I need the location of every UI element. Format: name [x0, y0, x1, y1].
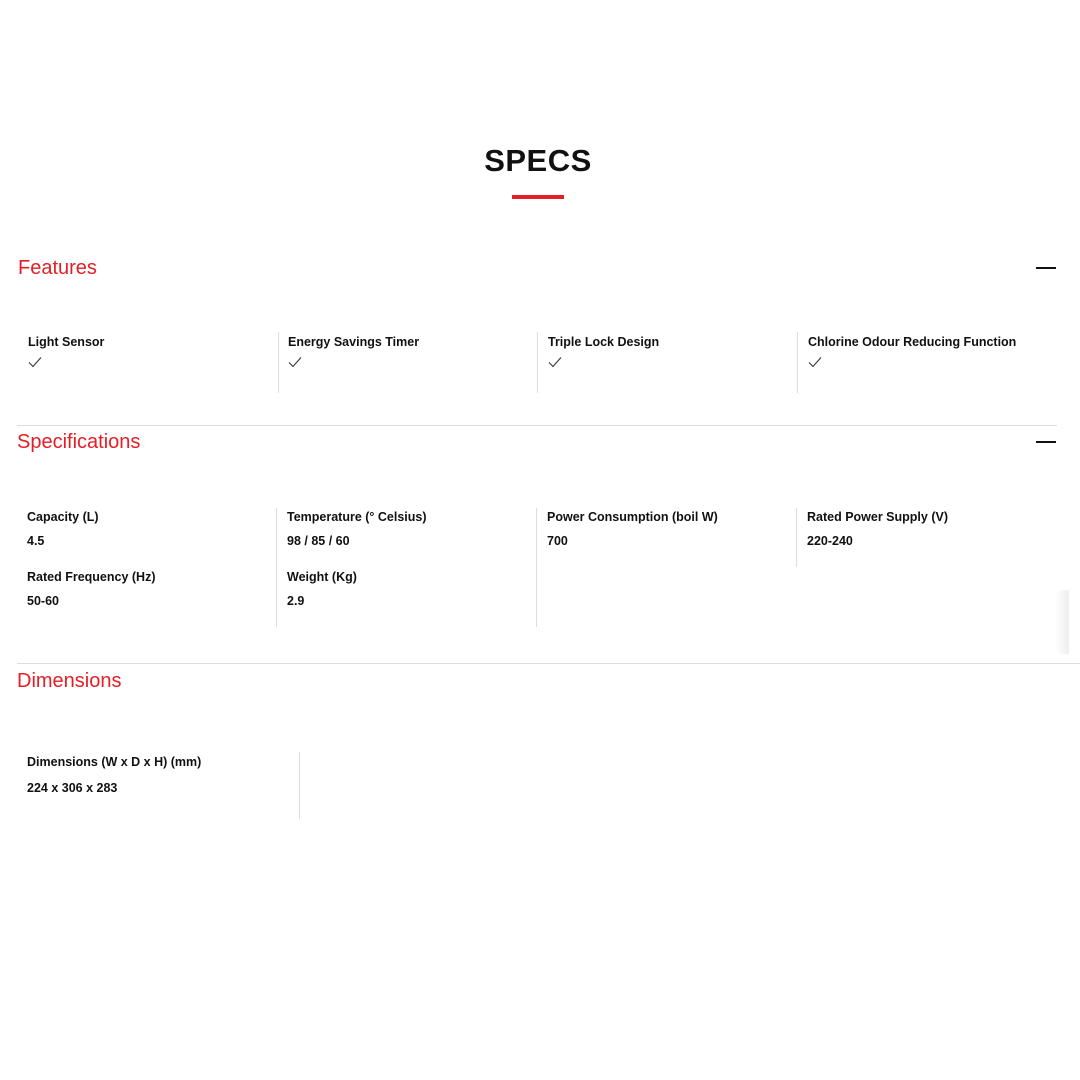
features-collapse-button[interactable]: [1035, 260, 1057, 276]
cell-divider: [299, 752, 300, 819]
spec-value: 220-240: [807, 534, 853, 548]
feature-item: [808, 334, 1058, 368]
feature-item: [28, 334, 260, 368]
spec-label: Weight (Kg): [287, 570, 357, 584]
title-underline: [512, 195, 564, 199]
dimensions-section-header[interactable]: [17, 664, 1057, 698]
spec-value: 50-60: [27, 594, 59, 608]
spec-column: [27, 509, 259, 609]
spec-value: 700: [547, 534, 568, 548]
spec-label: Power Consumption (boil W): [547, 510, 718, 524]
spec-label: Temperature (° Celsius): [287, 510, 427, 524]
feature-item: [288, 334, 520, 368]
spec-column: [807, 509, 1039, 549]
cell-divider: [536, 508, 537, 627]
spec-value: 98 / 85 / 60: [287, 534, 350, 548]
cell-divider: [797, 332, 798, 393]
cell-divider: [278, 332, 279, 393]
dimension-label: Dimensions (W x D x H) (mm): [27, 755, 202, 769]
dimensions-title[interactable]: Dimensions: [17, 670, 122, 692]
spec-label: Capacity (L): [27, 510, 99, 524]
dimension-value: 224 x 306 x 283: [27, 781, 118, 795]
specifications-collapse-button[interactable]: [1035, 434, 1057, 450]
scroll-edge-shadow: [1055, 590, 1069, 654]
spec-label: Rated Power Supply (V): [807, 510, 948, 524]
feature-label: Chlorine Odour Reducing Function: [808, 335, 1017, 349]
feature-item: [548, 334, 780, 368]
spec-column: [547, 509, 779, 549]
minus-icon: [1036, 267, 1056, 269]
spec-column: [287, 509, 519, 609]
page-title: SPECS: [484, 143, 592, 178]
check-icon: [548, 356, 562, 368]
cell-divider: [537, 332, 538, 393]
dimension-item: [27, 754, 287, 796]
spec-value: 2.9: [287, 594, 305, 608]
spec-label: Rated Frequency (Hz): [27, 570, 156, 584]
features-title[interactable]: Features: [18, 257, 97, 279]
features-section-header[interactable]: [17, 251, 1057, 285]
check-icon: [288, 356, 302, 368]
feature-label: Triple Lock Design: [548, 335, 660, 349]
feature-label: Energy Savings Timer: [288, 335, 420, 349]
feature-label: Light Sensor: [28, 335, 105, 349]
spec-value: 4.5: [27, 534, 45, 548]
check-icon: [28, 356, 42, 368]
minus-icon: [1036, 441, 1056, 443]
cell-divider: [276, 508, 277, 627]
specifications-title[interactable]: Specifications: [17, 431, 141, 453]
specifications-section-header[interactable]: [17, 425, 1057, 459]
cell-divider: [796, 508, 797, 567]
check-icon: [808, 356, 822, 368]
